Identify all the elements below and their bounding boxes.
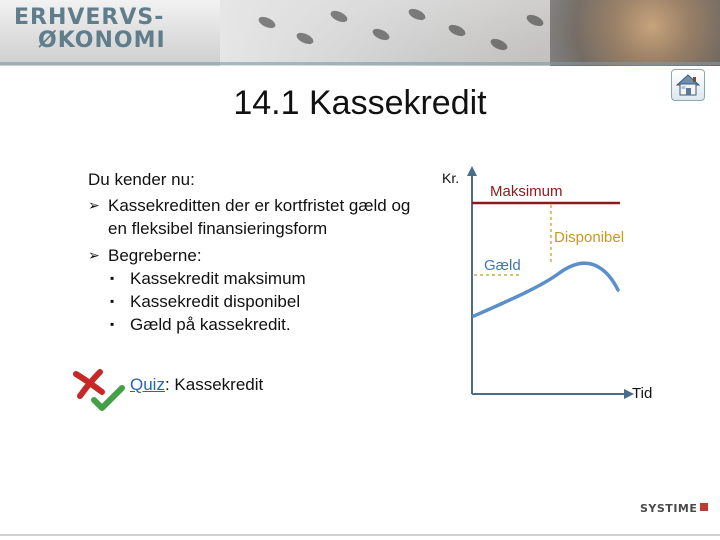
y-axis-label: Kr.: [442, 170, 460, 186]
sub-bullet-item: [88, 267, 428, 290]
quiz-link[interactable]: Quiz: [130, 375, 165, 394]
logo-line-2: ØKONOMI: [38, 28, 166, 53]
bullet-item: [88, 244, 428, 267]
quiz-link-row: [130, 375, 263, 395]
x-axis-label: Tid: [632, 385, 653, 402]
annotation-maksimum: Maksimum: [490, 183, 563, 200]
arrow-bullet-icon: ➢: [88, 197, 100, 213]
publisher-mark-icon: [700, 503, 708, 511]
banner-divider: [0, 62, 720, 65]
square-bullet-icon: ▪: [110, 271, 115, 285]
logo: [14, 7, 204, 55]
banner-photo: [550, 0, 720, 66]
bullet-text: Kassekreditten der er kortfristet gæld og en fleksibel finansieringsform: [108, 196, 411, 238]
square-bullet-icon: ▪: [110, 294, 115, 308]
quiz-check-cross-icon[interactable]: [72, 366, 128, 414]
sub-bullet-text: Gæld på kassekredit.: [130, 315, 291, 334]
arrow-bullet-icon: ➢: [88, 247, 100, 263]
header-banner: [0, 0, 720, 66]
intro-text: Du kender nu:: [88, 170, 195, 189]
sub-bullet-text: Kassekredit disponibel: [130, 292, 301, 311]
annotation-gaeld: Gæld: [484, 257, 521, 274]
sub-bullet-item: [88, 313, 428, 336]
square-bullet-icon: ▪: [110, 317, 115, 331]
y-axis-arrow-icon: [467, 166, 477, 176]
kassekredit-chart: [440, 162, 670, 404]
bullet-text: Begreberne:: [108, 246, 202, 265]
slide-title: 14.1 Kassekredit: [233, 84, 487, 122]
publisher-logo: [640, 502, 708, 515]
sub-bullet-text: Kassekredit maksimum: [130, 269, 306, 288]
publisher-name: SYSTIME: [640, 502, 698, 515]
annotation-disponibel: Disponibel: [554, 229, 625, 246]
logo-line-1: ERHVERVS-: [14, 5, 165, 30]
bottom-divider: [0, 534, 720, 536]
quiz-label: : Kassekredit: [164, 375, 264, 394]
sub-bullet-item: [88, 290, 428, 313]
bullet-item: [88, 194, 428, 240]
slide-content: [88, 168, 428, 336]
